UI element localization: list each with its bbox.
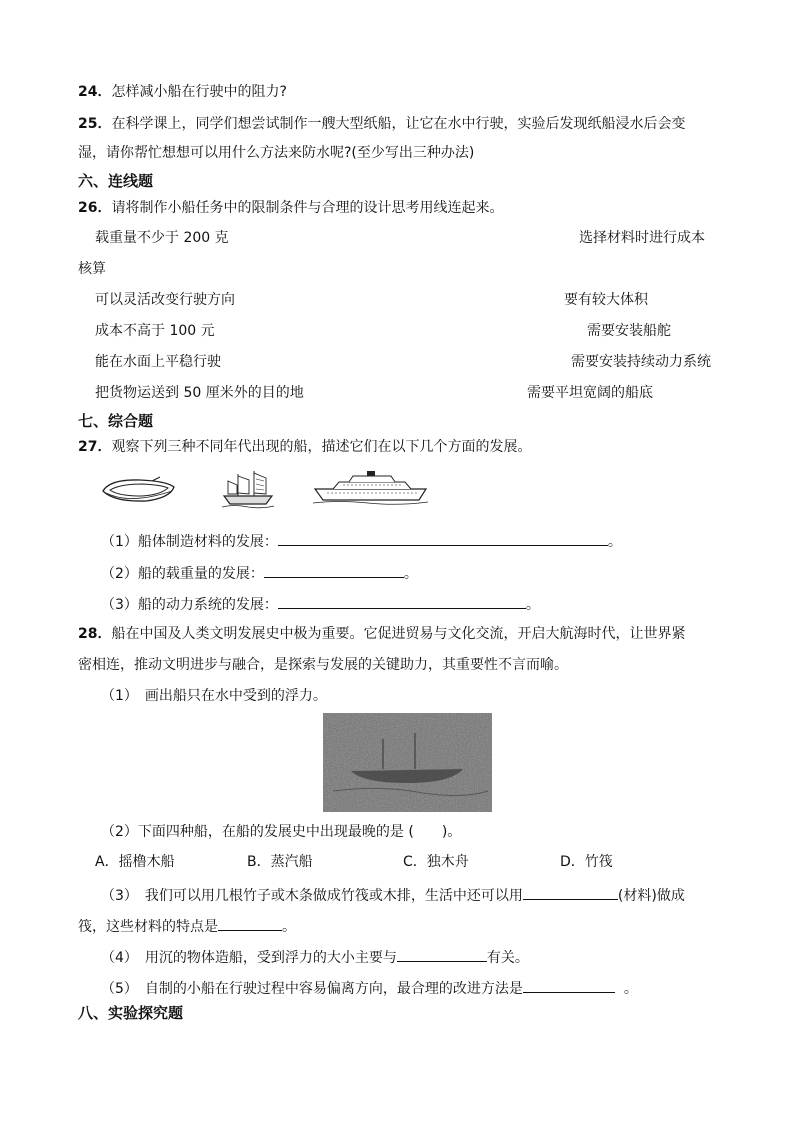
- option-b[interactable]: B．蒸汽船: [247, 854, 313, 870]
- question-28-line1: [78, 624, 685, 644]
- question-27-part1: （1）船体制造材料的发展： 。: [101, 530, 622, 552]
- answer-blank[interactable]: [278, 530, 608, 546]
- answer-blank[interactable]: [523, 884, 618, 900]
- match-right-item: 要有较大体积: [564, 292, 648, 308]
- option-a[interactable]: A．摇橹木船: [95, 854, 175, 870]
- question-28-part3-line1: （3） 我们可以用几根竹子或木条做成竹筏或木排，生活中还可以用 (材料)做成: [101, 884, 685, 906]
- question-28-part1: （1） 画出船只在水中受到的浮力。: [101, 688, 327, 704]
- match-right-item: 需要安装持续动力系统: [571, 354, 711, 370]
- answer-blank[interactable]: [523, 977, 615, 993]
- match-left-item: 能在水面上平稳行驶: [95, 354, 221, 370]
- question-27: [78, 437, 531, 457]
- question-number: 26．: [78, 200, 112, 216]
- match-left-item: 载重量不少于 200 克: [95, 230, 229, 246]
- section-heading-8: 八、实验探究题: [78, 1004, 184, 1022]
- question-27-part2: （2）船的载重量的发展： 。: [101, 562, 418, 584]
- match-left-item: 把货物运送到 50 厘米外的目的地: [95, 385, 304, 401]
- option-c[interactable]: C．独木舟: [403, 854, 469, 870]
- answer-blank[interactable]: [397, 946, 487, 962]
- question-25-line1: [78, 114, 685, 134]
- match-right-item-wrap: 核算: [78, 261, 106, 277]
- question-text: 请将制作小船任务中的限制条件与合理的设计思考用线连起来。: [111, 200, 504, 216]
- question-28-part5: （5） 自制的小船在行驶过程中容易偏离方向，最合理的改进方法是 。: [101, 977, 638, 999]
- question-25-line2: 湿，请你帮忙想想可以用什么方法来防水呢?(至少写出三种办法): [78, 145, 475, 161]
- steamship-illustration: [313, 471, 428, 506]
- match-right-item: 需要安装船舵: [587, 323, 671, 339]
- match-left-item: 可以灵活改变行驶方向: [95, 292, 235, 308]
- question-text: 怎样减小船在行驶中的阻力?: [111, 84, 287, 100]
- question-24: [78, 82, 287, 102]
- question-26: [78, 198, 503, 218]
- ship-in-water-photo: [323, 713, 492, 812]
- option-d[interactable]: D．竹筏: [560, 854, 613, 870]
- match-left-item: 成本不高于 100 元: [95, 323, 215, 339]
- question-28-line2: 密相连，推动文明进步与融合，是探索与发展的关键助力，其重要性不言而喻。: [78, 657, 568, 673]
- question-28-part2: （2）下面四种船，在船的发展史中出现最晚的是 ( )。: [101, 824, 462, 840]
- match-right-item: 需要平坦宽阔的船底: [527, 385, 653, 401]
- question-27-part3: （3）船的动力系统的发展： 。: [101, 593, 540, 615]
- question-28-part4: （4） 用沉的物体造船，受到浮力的大小主要与 有关。: [101, 946, 529, 968]
- question-number: 28．: [78, 626, 112, 642]
- question-number: 25．: [78, 116, 112, 132]
- answer-blank[interactable]: [278, 593, 526, 609]
- question-28-part3-line2: 筏，这些材料的特点是 。: [78, 915, 296, 937]
- answer-blank[interactable]: [218, 915, 282, 931]
- question-number: 27．: [78, 439, 112, 455]
- sailing-ship-illustration: [222, 469, 274, 509]
- match-right-item: 选择材料时进行成本: [579, 230, 705, 246]
- section-heading-7: 七、综合题: [78, 412, 154, 430]
- question-text: 观察下列三种不同年代出现的船，描述它们在以下几个方面的发展。: [111, 439, 532, 455]
- canoe-boat-illustration: [100, 471, 178, 507]
- question-text: 在科学课上，同学们想尝试制作一艘大型纸船，让它在水中行驶，实验后发现纸船浸水后会变: [111, 116, 686, 132]
- section-heading-6: 六、连线题: [78, 172, 154, 190]
- answer-blank[interactable]: [264, 562, 404, 578]
- question-text: 船在中国及人类文明发展史中极为重要。它促进贸易与文化交流，开启大航海时代，让世界紧: [111, 626, 686, 642]
- question-number: 24．: [78, 84, 112, 100]
